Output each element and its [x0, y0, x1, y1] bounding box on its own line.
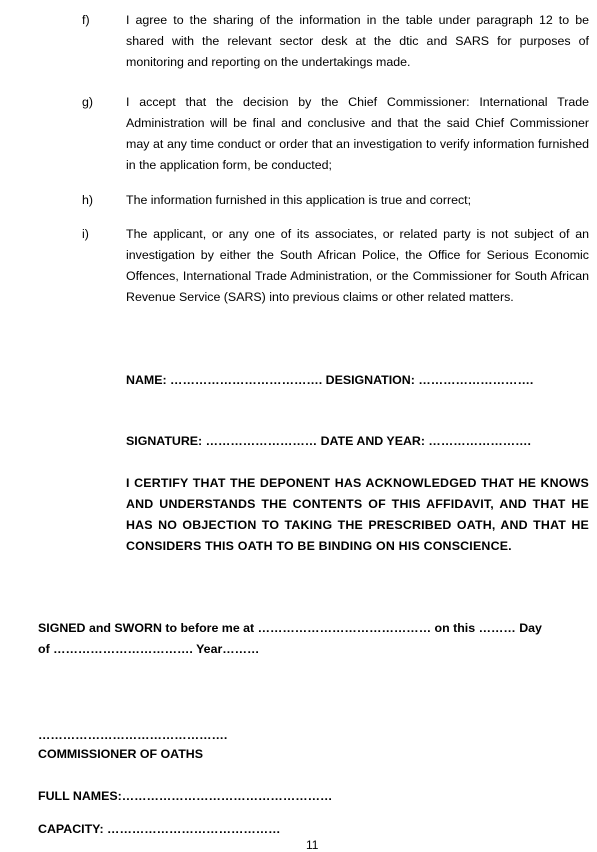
certification-statement: I CERTIFY THAT THE DEPONENT HAS ACKNOWLEDGED THAT HE KNOWS AND UNDERSTANDS THE CONTENTS OF THIS AFFIDAVIT, AND THAT HE HAS NO OBJECTION TO TAKING THE PRESCRIBED OATH, AND THAT HE CONSIDERS THIS OATH TO BE BINDING ON HIS CONSCIENCE. [126, 476, 589, 553]
item-text: The information furnished in this application is true and correct; [126, 193, 472, 207]
item-text: I agree to the sharing of the information in the table under paragraph 12 to be shared with the relevant sector desk at the dtic and SARS for purposes of monitoring and reporting on the undertakings made. [126, 13, 589, 69]
item-text: I accept that the decision by the Chief Commissioner: International Trade Administration will be final and conclusive and that the said Chief Commissioner may at any time conduct or order that an investigation to verify information furnished in the application form, be conducted; [126, 95, 589, 172]
item-text: The applicant, or any one of its associates, or related party is not subject of an investigation by either the South African Police, the Office for Serious Economic Offences, International Trade Administration, or the Commissioner for South African Revenue Service (SARS) into previous claims or other related matters. [126, 227, 589, 304]
commissioner-signature-dots: ………………………………………. [38, 728, 228, 742]
name-designation-line: NAME: ………………………………. DESIGNATION: ………………………. [126, 373, 534, 387]
item-label: f) [82, 13, 90, 27]
sworn-line-2: of ……………………………. Year……… [38, 642, 260, 656]
item-label: h) [82, 193, 94, 207]
sworn-line-1: SIGNED and SWORN to before me at …………………………………… on this ……… Day [38, 621, 542, 635]
item-label: g) [82, 95, 94, 109]
item-label: i) [82, 227, 89, 241]
capacity-line: CAPACITY: …………………………………… [38, 822, 281, 836]
signature-date-line: SIGNATURE: ……………………… DATE AND YEAR: ……………………. [126, 434, 531, 448]
page-number: 11 [306, 838, 319, 852]
commissioner-title: COMMISSIONER OF OATHS [38, 747, 203, 761]
full-names-line: FULL NAMES:…………………………………………… [38, 789, 333, 803]
